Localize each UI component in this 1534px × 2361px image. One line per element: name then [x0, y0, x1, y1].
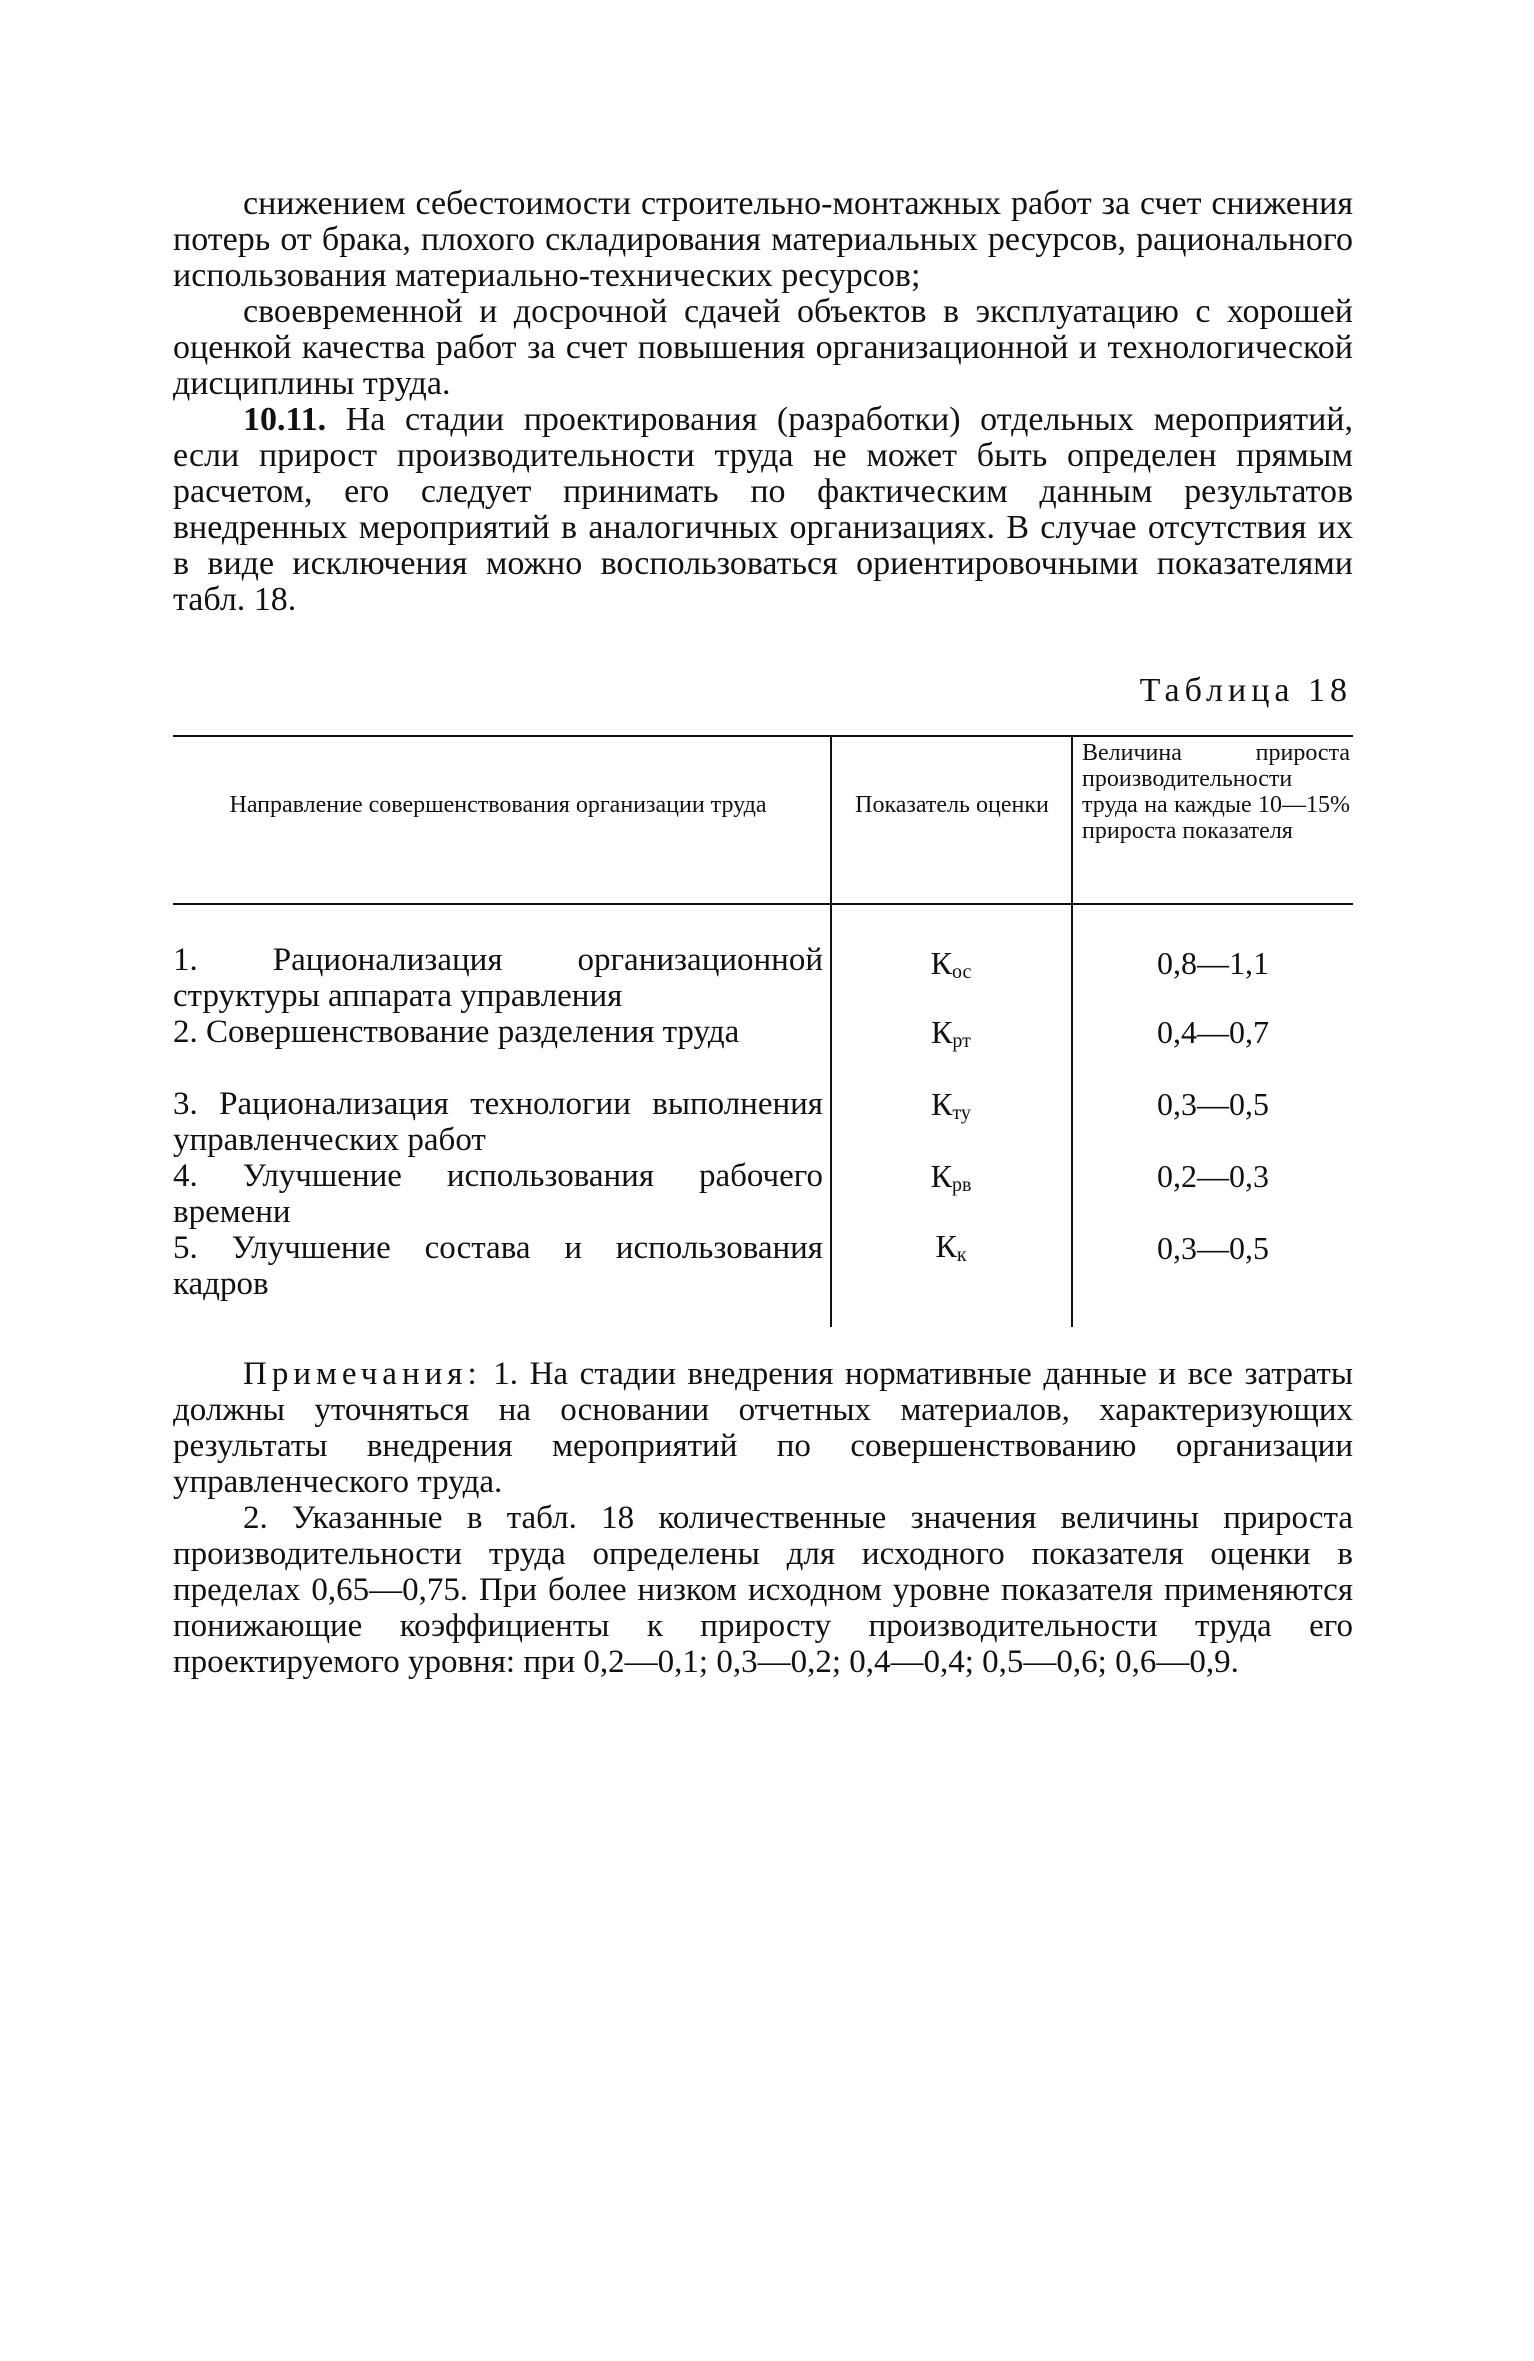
section-number: 10.11. — [243, 401, 327, 438]
table-row-5-indicator — [832, 1228, 1070, 1267]
table-row-3-direction: 3. Рационализация технологии выполнения управленческих работ — [173, 1086, 823, 1158]
indicator-symbol: К — [930, 1158, 952, 1194]
indicator-subscript: ту — [952, 1102, 971, 1124]
indicator-symbol: К — [930, 945, 952, 981]
indicator-subscript: ос — [951, 961, 972, 983]
table-header-rule — [173, 903, 1353, 905]
note-2: 2. Указанные в табл. 18 количественные значения величины прироста производительности труда определены для исходного показателя оценки в пределах 0,65—0,75. При более низком исходном уровне показателя применяются понижающие коэффициенты к приросту производительности труда его проектируемого уровня: при 0,2—0,1; 0,3—0,2; 0,4—0,4; 0,5—0,6; 0,6—0,9. — [173, 1500, 1353, 1680]
table-row-3-value: 0,3—0,5 — [1157, 1086, 1269, 1122]
paragraph-10-11 — [173, 402, 1353, 618]
table-row-1-direction: 1. Рационализация организационной структуры аппарата управления — [173, 942, 823, 1014]
table-divider-header-2 — [1071, 737, 1073, 933]
header-indicator: Показатель оценки — [855, 792, 1049, 818]
header-direction: Направление совершенствования организации труда — [229, 792, 767, 818]
indicator-subscript: рт — [952, 1030, 971, 1052]
table-row-2-value: 0,4—0,7 — [1157, 1014, 1269, 1050]
header-growth: Величина прироста производительности труда на каждые 10—15% прироста показателя — [1082, 740, 1350, 844]
table-divider-header-1 — [830, 737, 832, 933]
indicator-subscript: к — [956, 1244, 967, 1266]
table-row-1-value: 0,8—1,1 — [1157, 945, 1269, 981]
notes-label: Примечания: — [243, 1356, 482, 1392]
table-row-4-value: 0,2—0,3 — [1157, 1158, 1269, 1194]
table-row-3-indicator — [832, 1086, 1070, 1125]
table-row-1-indicator — [832, 945, 1070, 984]
table-row-5-value: 0,3—0,5 — [1157, 1230, 1269, 1266]
table-top-rule — [173, 735, 1353, 737]
intro-text — [173, 186, 1353, 618]
indicator-symbol: К — [931, 1014, 953, 1050]
table-row-5-direction: 5. Улучшение состава и использования кадров — [173, 1230, 823, 1302]
paragraph-cost-reduction: снижением себестоимости строительно-монтажных работ за счет снижения потерь от брака, плохого складирования материальных ресурсов, рационального использования материально-технических ресурсов; — [173, 185, 1353, 294]
indicator-subscript: рв — [951, 1174, 972, 1196]
indicator-symbol: К — [931, 1086, 953, 1122]
note-1 — [173, 1356, 1353, 1500]
notes-section — [173, 1356, 1353, 1680]
table-row-4-indicator — [832, 1158, 1070, 1197]
table-row-2-direction: 2. Совершенствование разделения труда — [173, 1014, 740, 1050]
indicator-symbol: К — [935, 1228, 957, 1264]
table-row-4-direction: 4. Улучшение использования рабочего времени — [173, 1158, 823, 1230]
paragraph-early-delivery: своевременной и досрочной сдачей объектов в эксплуатацию с хорошей оценкой качества работ за счет повышения организационной и технологической дисциплины труда. — [173, 293, 1353, 402]
note-1-text: 1. На стадии внедрения нормативные данные и все затраты должны уточняться на основании отчетных материалов, характеризующих результаты внедрения мероприятий по совершенствованию организации управленческого труда. — [173, 1356, 1353, 1500]
section-text: На стадии проектирования (разработки) отдельных мероприятий, если прирост производительности труда не может быть определен прямым расчетом, его следует принимать по фактическим данным результатов внедренных мероприятий в аналогичных организациях. В случае отсутствия их в виде исключения можно воспользоваться ориентировочными показателями табл. 18. — [173, 401, 1353, 618]
table-row-2-indicator — [832, 1014, 1070, 1053]
table-caption: Таблица 18 — [1139, 672, 1352, 709]
table-divider-body-2 — [1071, 905, 1073, 1327]
